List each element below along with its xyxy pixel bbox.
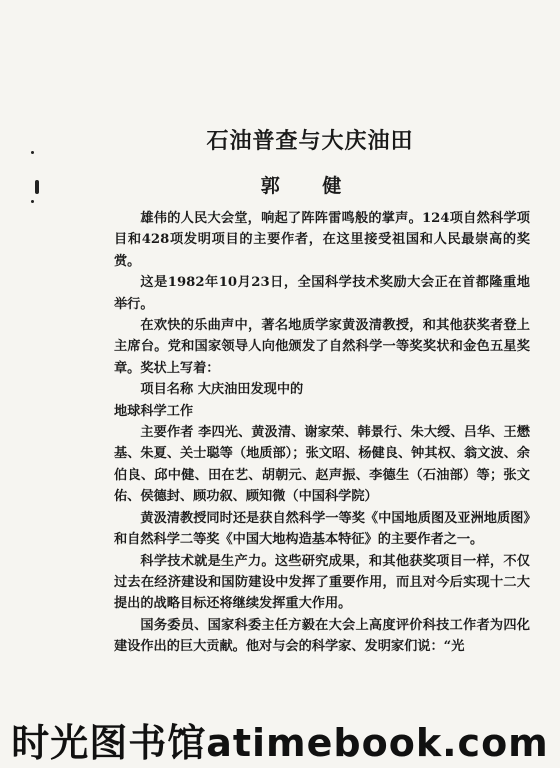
article-author: 郭 健: [260, 175, 360, 197]
article-title: 石油普查与大庆油田: [206, 128, 414, 154]
award-main-authors: 主要作者 李四光、黄汲清、谢家荣、韩景行、朱大绶、吕华、王懋基、朱夏、关士聪等（地质部）；张文昭、杨健良、钟其权、翁文波、余伯良、邱中健、田在艺、胡朝元、赵声振、李德生（石油部）等；张文佑、侯德封、顾功叙、顾知微（中国科学院）: [114, 425, 530, 505]
scan-speck: [31, 200, 34, 203]
paragraph: 雄伟的人民大会堂，响起了阵阵雷鸣般的掌声。124项自然科学项目和428项发明项目的主要作者，在这里接受祖国和人民最崇高的奖赏。: [114, 211, 530, 269]
award-project-name: 项目名称 大庆油田发现中的: [140, 382, 304, 398]
watermark: 时光图书馆atimebook.com: [11, 721, 549, 765]
paragraph: 国务委员、国家科委主任方毅在大会上高度评价科技工作者为四化建设作出的巨大贡献。他对与会的科学家、发明家们说：“光: [114, 617, 530, 655]
paragraph: 黄汲清教授同时还是获自然科学一等奖《中国地质图及亚洲地质图》和自然科学二等奖《中国大地构造基本特征》的主要作者之一。: [114, 510, 530, 548]
paragraph: 科学技术就是生产力。这些研究成果，和其他获奖项目一样，不仅过去在经济建设和国防建设中发挥了重要作用，而且对今后实现十二大提出的战略目标还将继续发挥重大作用。: [114, 553, 530, 612]
article-body: [114, 208, 530, 658]
award-project-name-cont: 地球科学工作: [114, 403, 194, 419]
paragraph: 在欢快的乐曲声中，著名地质学家黄汲清教授，和其他获奖者登上主席台。党和国家领导人向他颁发了自然科学一等奖奖状和金色五星奖章。奖状上写着：: [114, 318, 530, 376]
paragraph: 这是1982年10月23日，全国科学技术奖励大会正在首都隆重地举行。: [114, 275, 530, 312]
